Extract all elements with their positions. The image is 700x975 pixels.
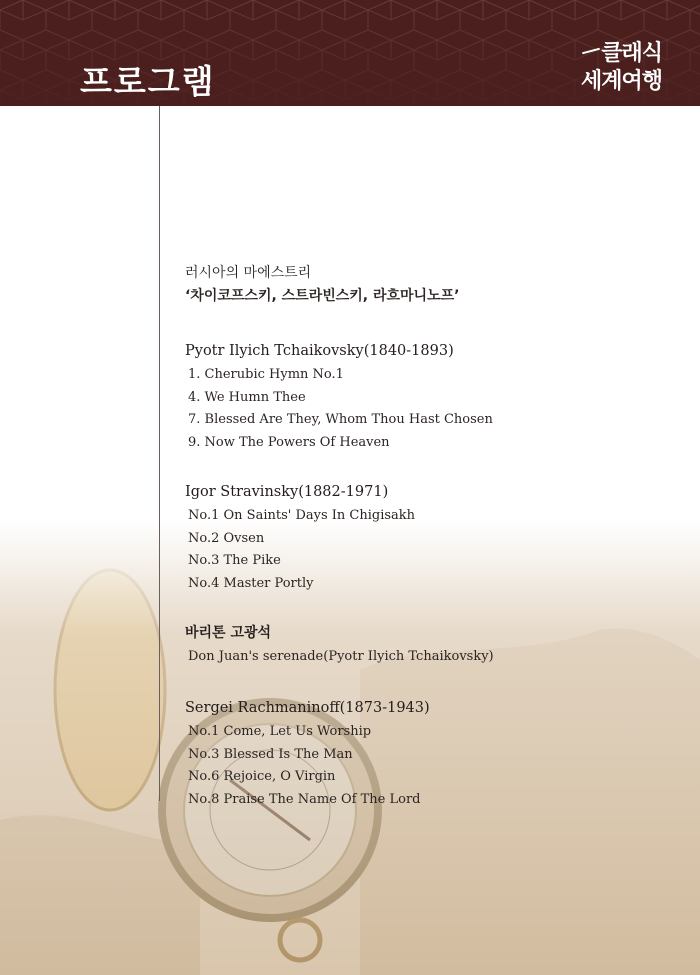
intro-title: ‘차이코프스키, 스트라빈스키, 라흐마니노프’ — [185, 288, 460, 304]
program-section-stravinsky — [185, 481, 665, 595]
logo-line-1: 클래식 — [601, 41, 662, 66]
piece-item: Don Juan's serenade(Pyotr Ilyich Tchaikovsky) — [188, 649, 494, 664]
logo — [580, 36, 662, 98]
header-banner — [0, 0, 700, 106]
piece-item: 4. We Humn Thee — [188, 389, 306, 405]
piece-item: 1. Cherubic Hymn No.1 — [188, 367, 344, 382]
composer-name: Pyotr Ilyich Tchaikovsky(1840-1893) — [185, 343, 454, 359]
piece-item: No.3 The Pike — [188, 553, 281, 568]
logo-line-2: 세계여행 — [580, 69, 662, 94]
piece-item: No.2 Ovsen — [188, 530, 265, 546]
logo-stroke — [582, 48, 600, 55]
performer-name: 바리톤 고광석 — [185, 625, 272, 641]
piece-item: No.3 Blessed Is The Man — [188, 746, 353, 762]
vertical-divider — [159, 106, 160, 801]
piece-item: No.1 Come, Let Us Worship — [188, 724, 372, 739]
piece-item: No.8 Praise The Name Of The Lord — [188, 791, 421, 807]
program-section-tchaikovsky — [185, 340, 665, 454]
program-section-baritone — [185, 622, 665, 669]
piece-item: 9. Now The Powers Of Heaven — [188, 434, 390, 450]
piece-item: 7. Blessed Are They, Whom Thou Hast Chosen — [188, 412, 493, 427]
program-section-rachmaninoff — [185, 697, 665, 811]
composer-name: Sergei Rachmaninoff(1873-1943) — [185, 700, 430, 716]
piece-item: No.4 Master Portly — [188, 575, 314, 591]
intro-subtitle: 러시아의 마에스트리 — [185, 265, 312, 281]
page-title: 프로그램 — [80, 62, 216, 101]
piece-item: No.1 On Saints' Days In Chigisakh — [188, 508, 416, 523]
program-intro — [185, 262, 665, 308]
composer-name: Igor Stravinsky(1882-1971) — [185, 484, 389, 500]
piece-item: No.6 Rejoice, O Virgin — [188, 769, 336, 784]
